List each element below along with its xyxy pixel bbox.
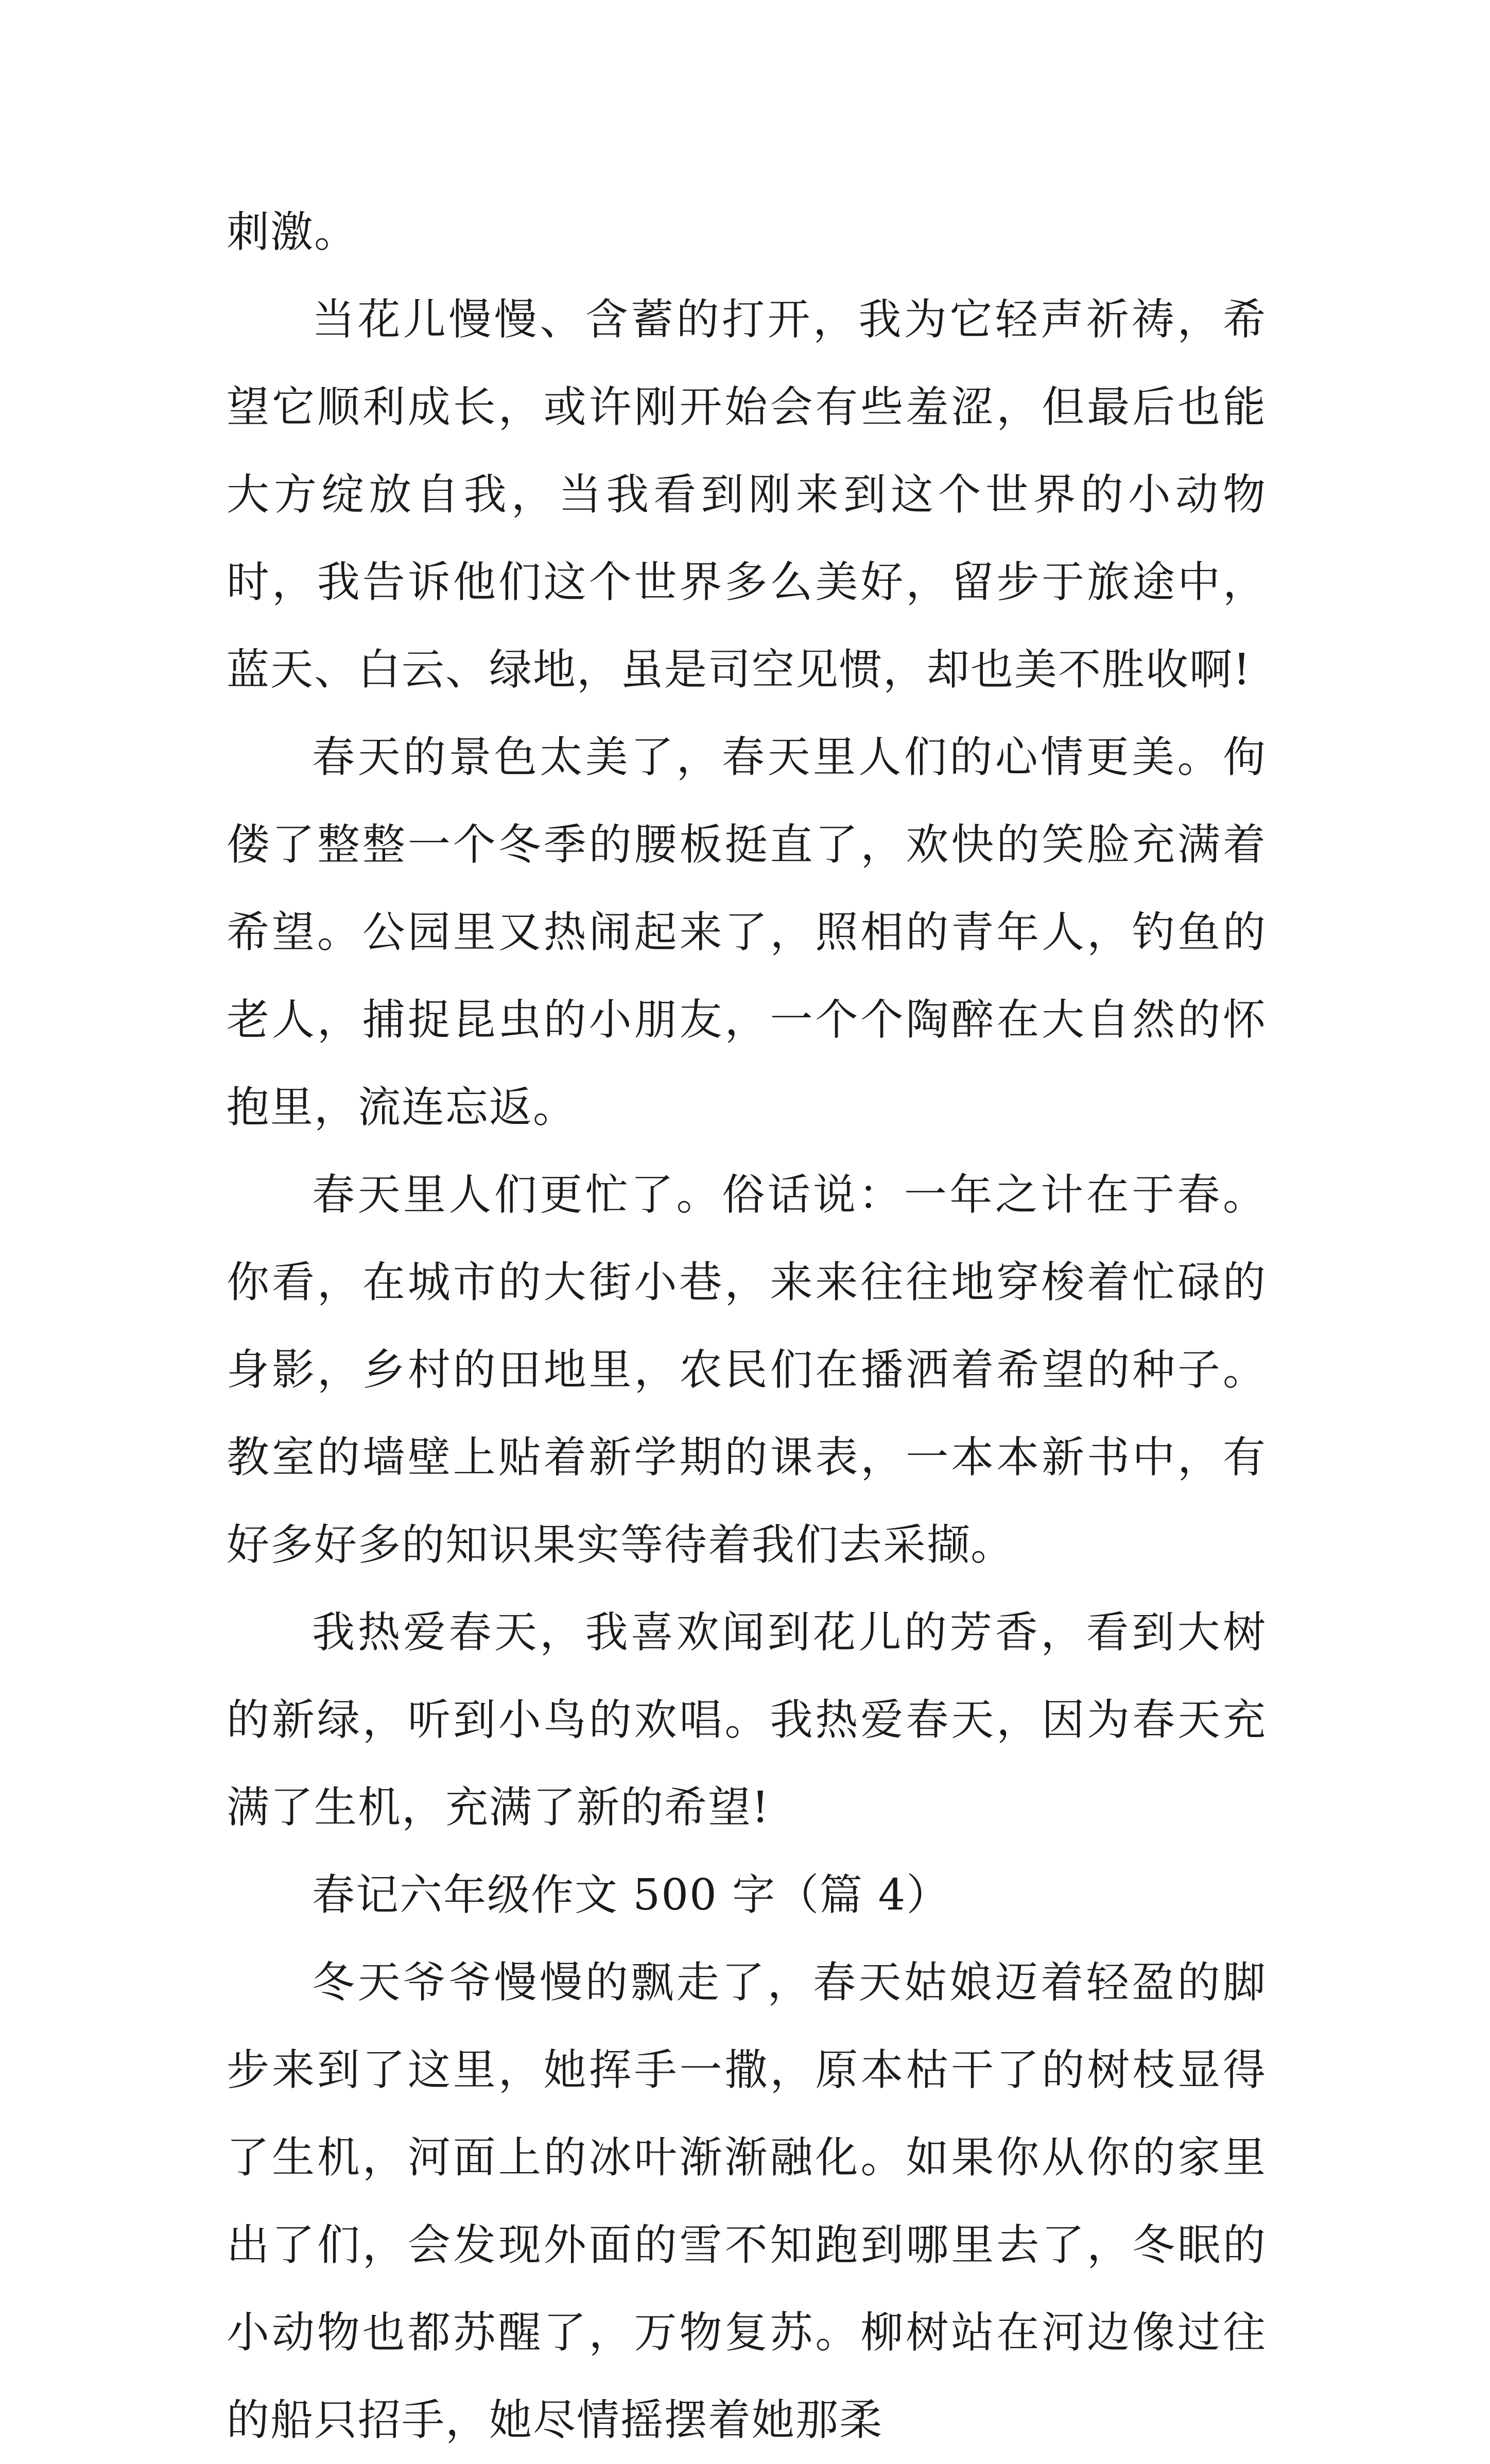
paragraph-love-spring: 我热爱春天，我喜欢闻到花儿的芳香，看到大树的新绿，听到小鸟的欢唱。我热爱春天，因为春天充满了生机，充满了新的希望! (227, 1607, 1267, 1832)
paragraph-continuation: 刺激。 (227, 207, 358, 257)
paragraph-spring-scenery: 春天的景色太美了，春天里人们的心情更美。佝偻了整整一个冬季的腰板挺直了，欢快的笑脸充满着希望。公园里又热闹起来了，照相的青年人，钓鱼的老人，捕捉昆虫的小朋友，一个个陶醉在大自然的怀抱里，流连忘返。 (227, 732, 1267, 1132)
paragraph-flowers: 当花儿慢慢、含蓄的打开，我为它轻声祈祷，希望它顺利成长，或许刚开始会有些羞涩，但最后也能大方绽放自我，当我看到刚来到这个世界的小动物时，我告诉他们这个世界多么美好，留步于旅途中，蓝天、白云、绿地，虽是司空见惯，却也美不胜收啊! (227, 294, 1267, 695)
document-body (227, 188, 1267, 2464)
essay-heading: 春记六年级作文 500 字（篇 4） (312, 1870, 950, 1920)
paragraph-spring-busy: 春天里人们更忙了。俗话说：一年之计在于春。你看，在城市的大街小巷，来来往往地穿梭着忙碌的身影，乡村的田地里，农民们在播洒着希望的种子。教室的墙壁上贴着新学期的课表，一本本新书中，有好多好多的知识果实等待着我们去采撷。 (227, 1170, 1267, 1570)
paragraph-winter-leaves: 冬天爷爷慢慢的飘走了，春天姑娘迈着轻盈的脚步来到了这里，她挥手一撒，原本枯干了的树枝显得了生机，河面上的冰叶渐渐融化。如果你从你的家里出了们，会发现外面的雪不知跑到哪里去了，冬眠的小动物也都苏醒了，万物复苏。柳树站在河边像过往的船只招手，她尽情摇摆着她那柔 (227, 1957, 1267, 2445)
